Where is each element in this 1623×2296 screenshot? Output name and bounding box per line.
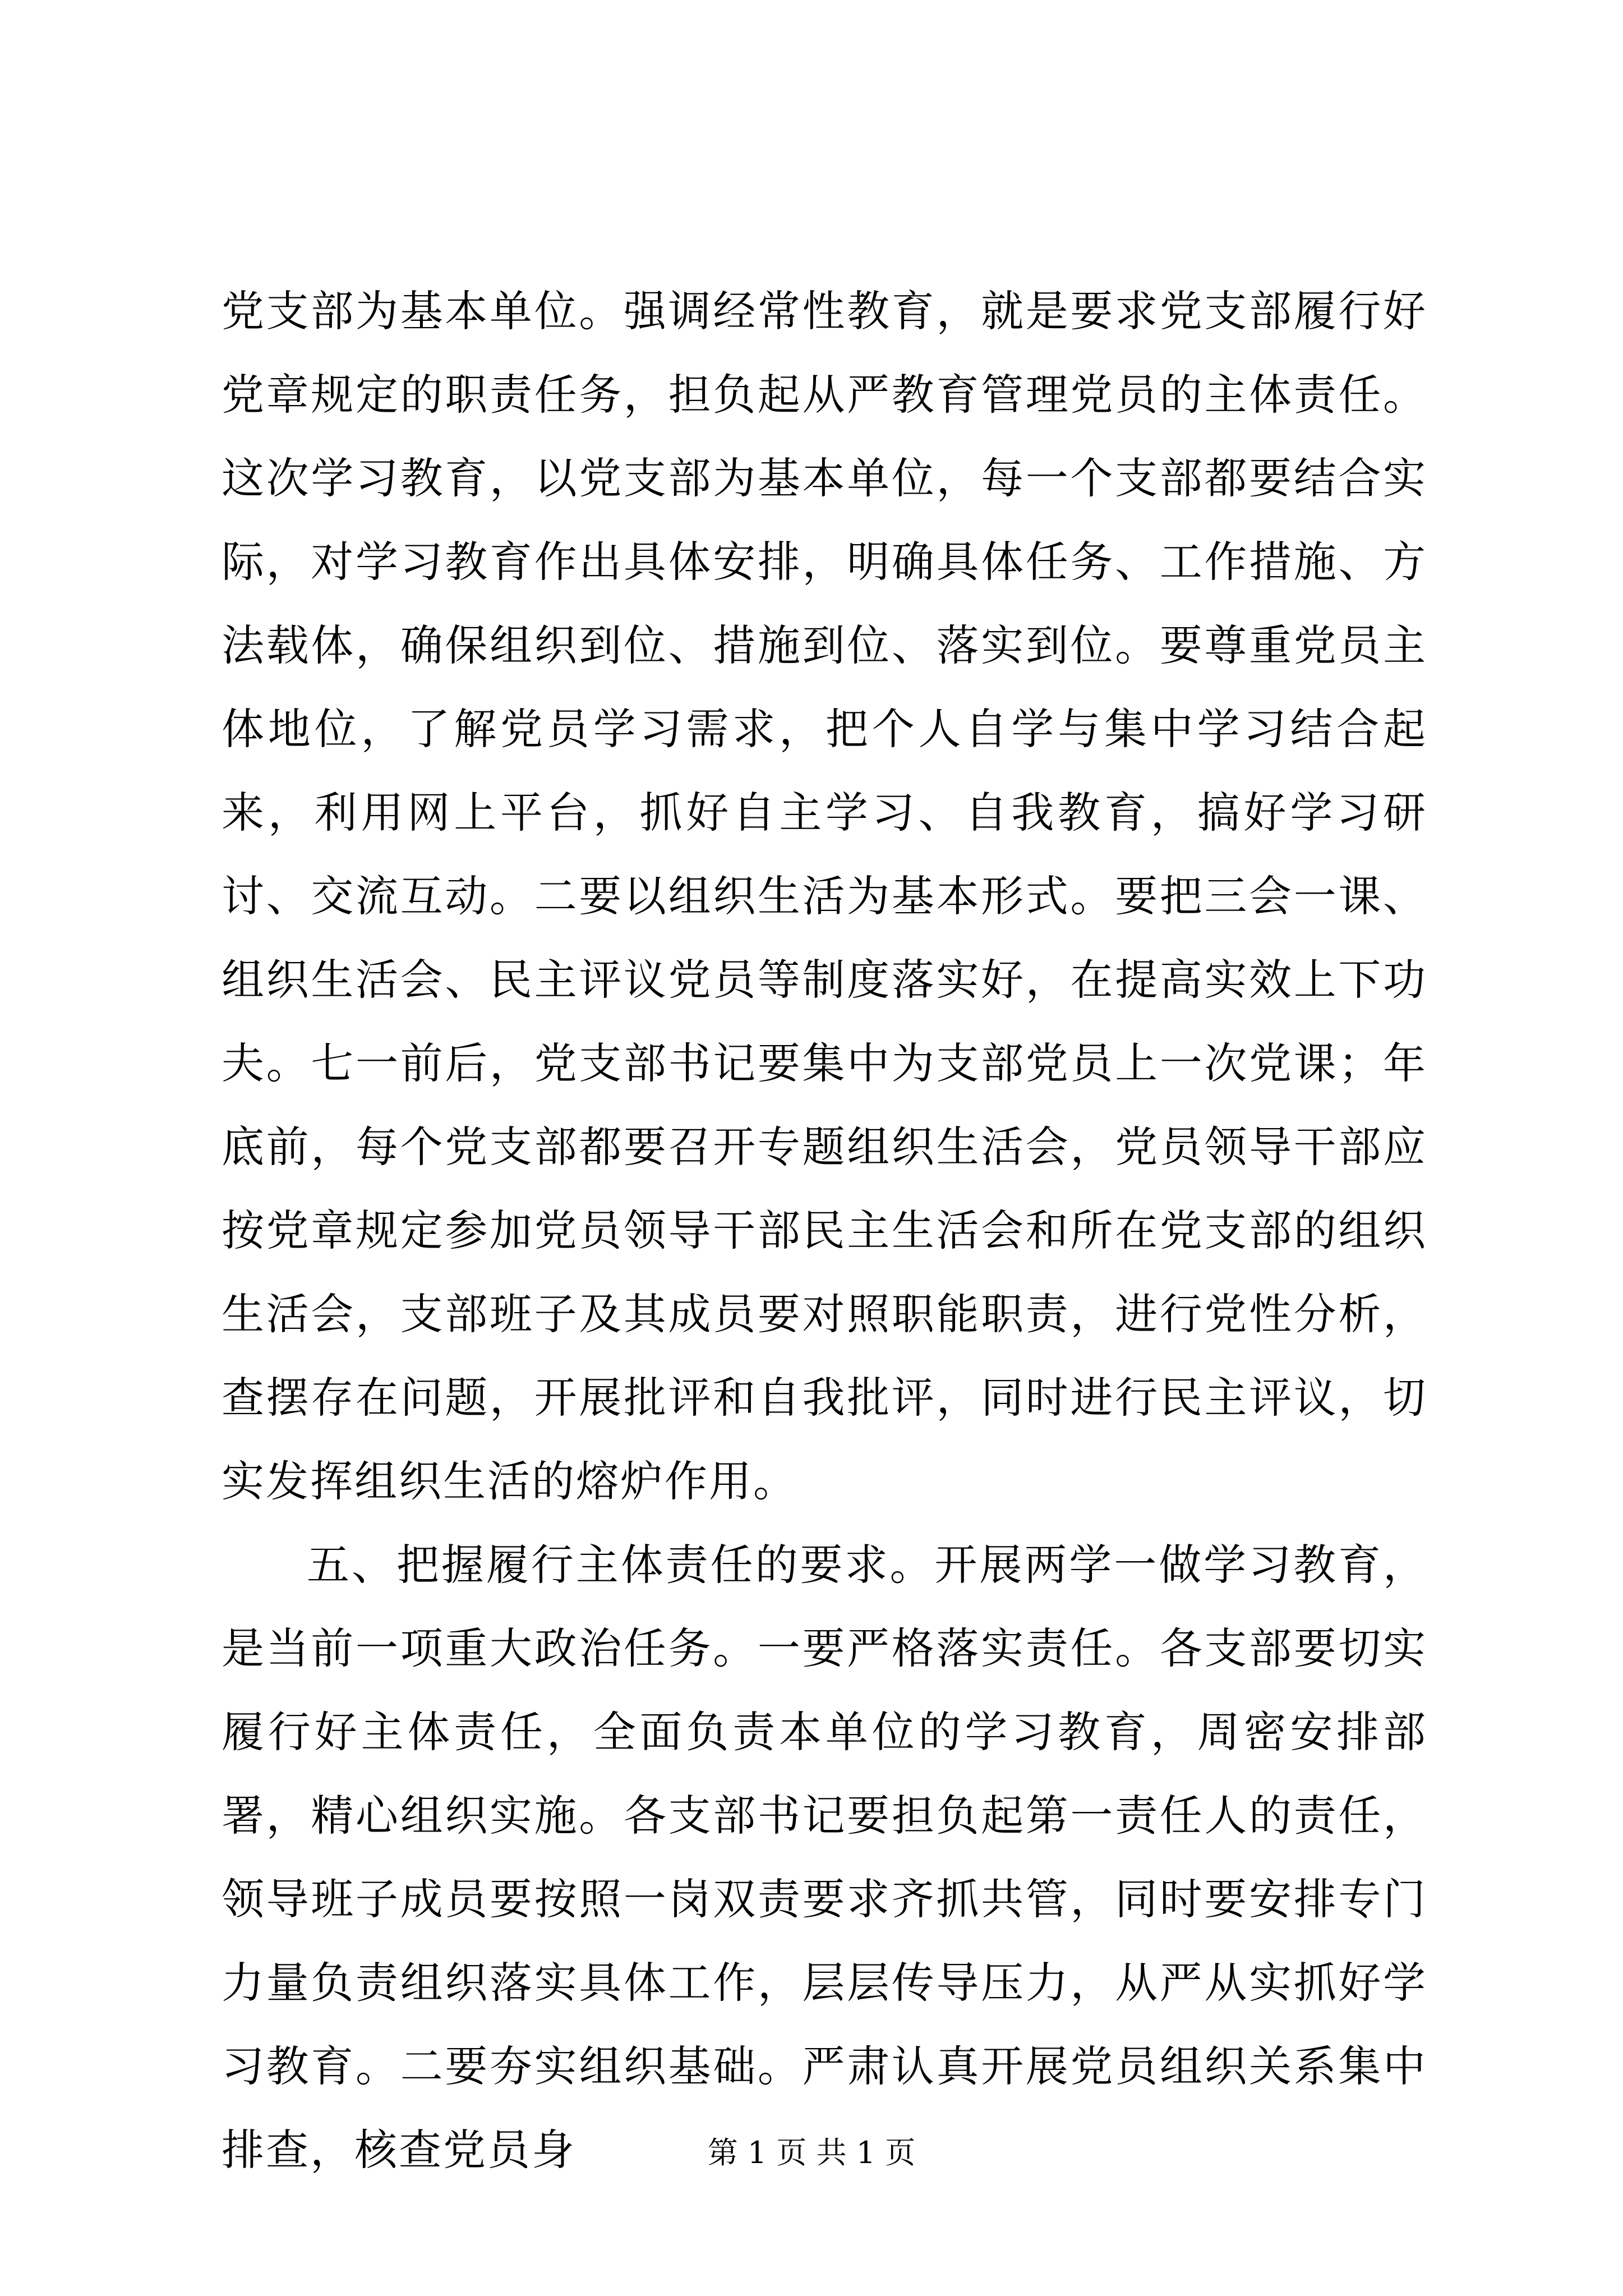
- page-footer: 第 1 页 共 1 页: [707, 2135, 916, 2170]
- paragraph-1: 党支部为基本单位。强调经常性教育，就是要求党支部履行好党章规定的职责任务，担负起从严教育管理党员的主体责任。这次学习教育，以党支部为基本单位，每一个支部都要结合实际，对学习教育作出具体安排，明确具体任务、工作措施、方法载体，确保组织到位、措施到位、落实到位。要尊重党员主体地位，了解党员学习需求，把个人自学与集中学习结合起来，利用网上平台，抓好自主学习、自我教育，搞好学习研讨、交流互动。二要以组织生活为基本形式。要把三会一课、组织生活会、民主评议党员等制度落实好，在提高实效上下功夫。七一前后，党支部书记要集中为支部党员上一次党课；年底前，每个党支部都要召开专题组织生活会，党员领导干部应按党章规定参加党员领导干部民主生活会和所在党支部的组织生活会，支部班子及其成员要对照职能职责，进行党性分析，查摆存在问题，开展批评和自我批评，同时进行民主评议，切实发挥组织生活的熔炉作用。: [222, 286, 1427, 1506]
- paragraph-2: 五、把握履行主体责任的要求。开展两学一做学习教育，是当前一项重大政治任务。一要严格落实责任。各支部要切实履行好主体责任，全面负责本单位的学习教育，周密安排部署，精心组织实施。各支部书记要担负起第一责任人的责任，领导班子成员要按照一岗双责要求齐抓共管，同时要安排专门力量负责组织落实具体工作，层层传导压力，从严从实抓好学习教育。二要夯实组织基础。严肃认真开展党员组织关系集中排查，核查党员身: [222, 1540, 1427, 2175]
- document-body: [222, 269, 1427, 2192]
